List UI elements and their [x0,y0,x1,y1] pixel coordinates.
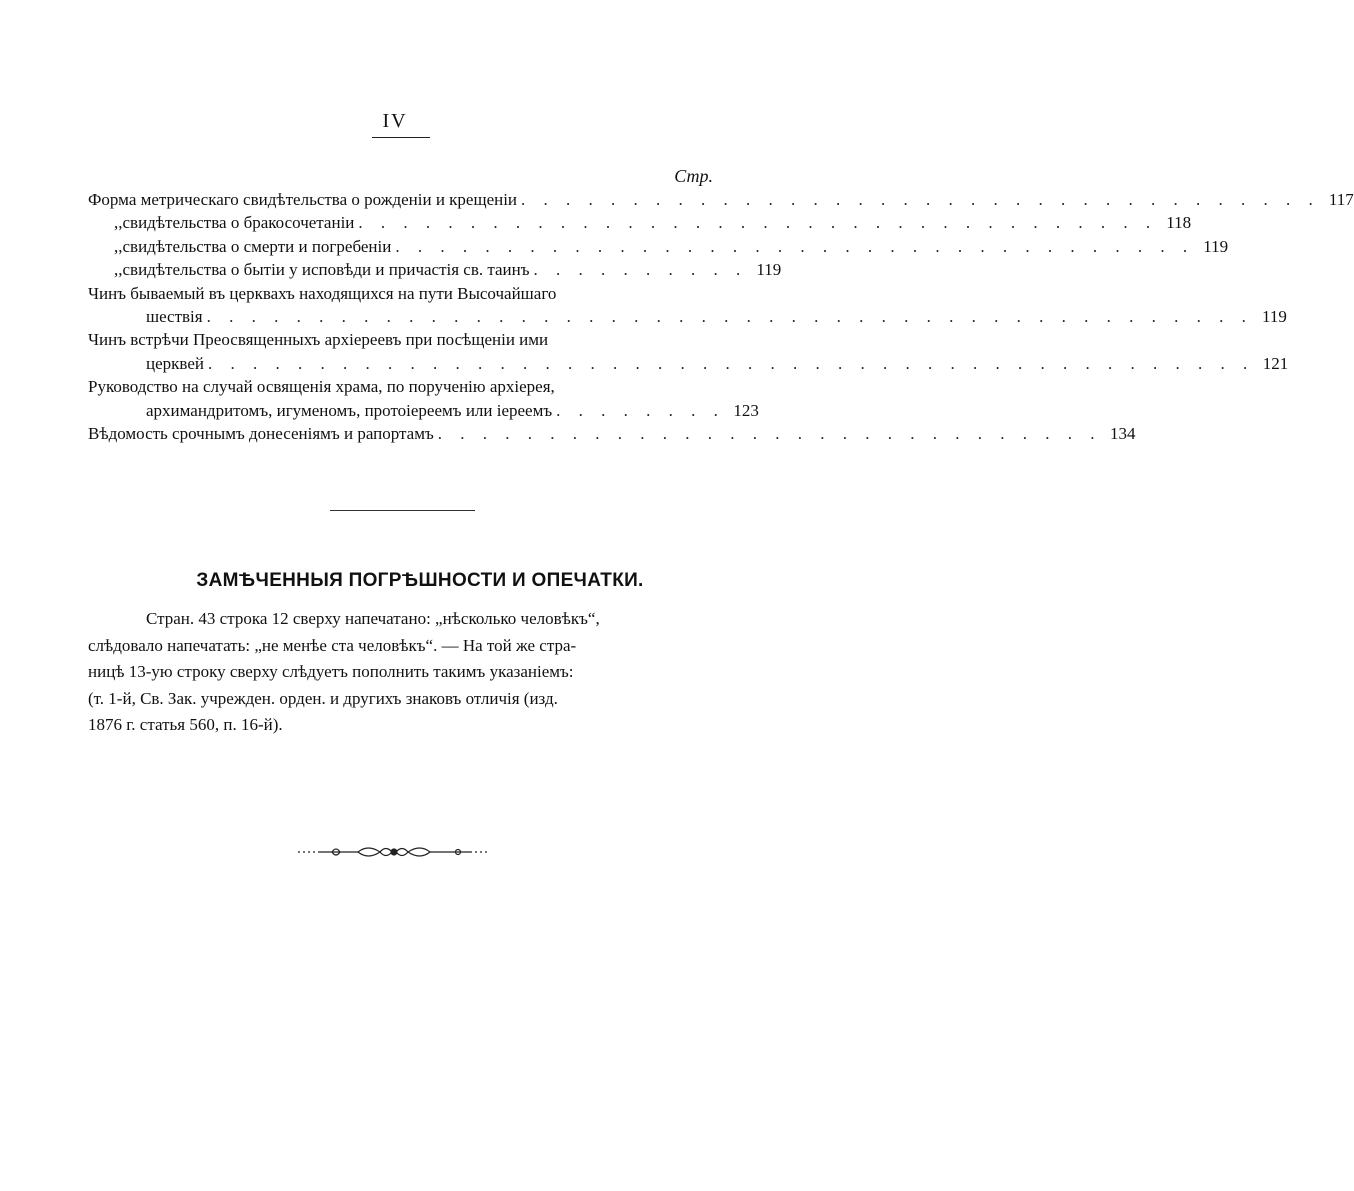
toc-entry [88,260,782,283]
floral-vignette-icon [298,842,490,862]
toc-leader-dots: . . . . . . . . . . . . . . . . . . . . . . . . . . . . . . . . . . . . [358,213,1158,233]
page-number-underline [372,137,430,138]
toc-leader-dots: . . . . . . . . . . . . . . . . . . . . . . . . . . . . . . . . . . . . . . . . . . . . . . . [206,306,1253,326]
toc-entry-label: Руководство на случай освященія храма, по порученію архіерея, [88,377,555,397]
errata-line: 1876 г. статья 560, п. 16-й). [88,715,283,734]
toc-entry-line [88,377,714,400]
toc-leader-dots: . . . . . . . . . . . . . . . . . . . . . . . . . . . . . . [437,423,1102,443]
toc-entry-line [88,284,714,307]
toc-entry-page: 117 [1328,190,1354,209]
toc-entry-page: 123 [733,400,759,420]
toc-entry-label-cont: церквей [146,353,204,373]
ditto-mark: ,, [114,213,123,233]
page-column-label: Стр. [674,166,713,186]
toc-entry-page: 118 [1166,213,1192,233]
page-number: IV [382,110,408,132]
ditto-mark: ,, [114,260,123,280]
toc-leader-dots: . . . . . . . . [556,400,725,420]
toc-leader-dots: . . . . . . . . . . . . . . . . . . . . . . . . . . . . . . . . . . . . . . . . . . . . . . . [207,353,1255,373]
ditto-mark: ,, [114,236,123,256]
toc-entry [88,423,1136,447]
toc-entry-line [88,330,714,353]
toc-leader-dots: . . . . . . . . . . . . . . . . . . . . . . . . . . . . . . . . . . . . [395,236,1195,256]
toc-entry-label: Вѣдомость срочнымъ донесеніямъ и рапортамъ [88,423,434,443]
toc-entry-label: Чинъ встрѣчи Преосвященныхъ архіереевъ при посѣщеніи ими [88,330,549,350]
toc-entry-label: свидѣтельства о бытіи у исповѣди и причастія св. таинъ [122,260,530,280]
toc-entry [88,400,759,424]
toc-entry-label: Чинъ бываемый въ церквахъ находящихся на пути Высочайшаго [88,283,557,303]
toc-entry-label-cont: архимандритомъ, игуменомъ, протоіереемъ или іереемъ [146,400,553,420]
toc-entry [88,213,1192,236]
toc-entry-page: 119 [756,260,782,280]
toc-entry-label-cont: шествія [146,306,203,326]
toc-entry-page: 121 [1262,353,1289,373]
toc-entry [88,190,1354,213]
toc-entry-label: Форма метрическаго свидѣтельства о рожденіи и крещеніи [88,190,518,209]
toc-entry-label: свидѣтельства о бракосочетаніи [122,213,355,233]
toc-entry [88,353,1289,377]
errata-paragraph [88,606,714,739]
toc-leader-dots: . . . . . . . . . . . . . . . . . . . . . . . . . . . . . . . . . . . . [521,190,1320,209]
errata-heading: ЗАМѢЧЕННЫЯ ПОГРѢШНОСТИ И ОПЕЧАТКИ. [196,570,644,591]
toc-entry-page: 134 [1110,423,1136,443]
errata-line: Стран. 43 строка 12 сверху напечатано: „нѣсколько человѣкъ“, [146,609,600,628]
toc-entry-page: 119 [1203,236,1229,256]
errata-line: ницѣ 13-ую строку сверху слѣдуетъ пополнить такимъ указаніемъ: [88,662,574,681]
errata-line: (т. 1-й, Св. Зак. учрежден. орден. и другихъ знаковъ отличія (изд. [88,688,558,708]
toc-entry-label: свидѣтельства о смерти и погребеніи [122,236,392,256]
toc-entry [88,306,1287,330]
toc-entry-page: 119 [1261,306,1287,326]
table-of-contents [88,190,1354,447]
section-divider [330,510,475,511]
errata-line: слѣдовало напечатать: „не менѣе ста человѣкъ“. — На той же стра- [88,635,577,655]
toc-leader-dots: . . . . . . . . . . [533,260,748,280]
toc-entry [88,236,1229,260]
